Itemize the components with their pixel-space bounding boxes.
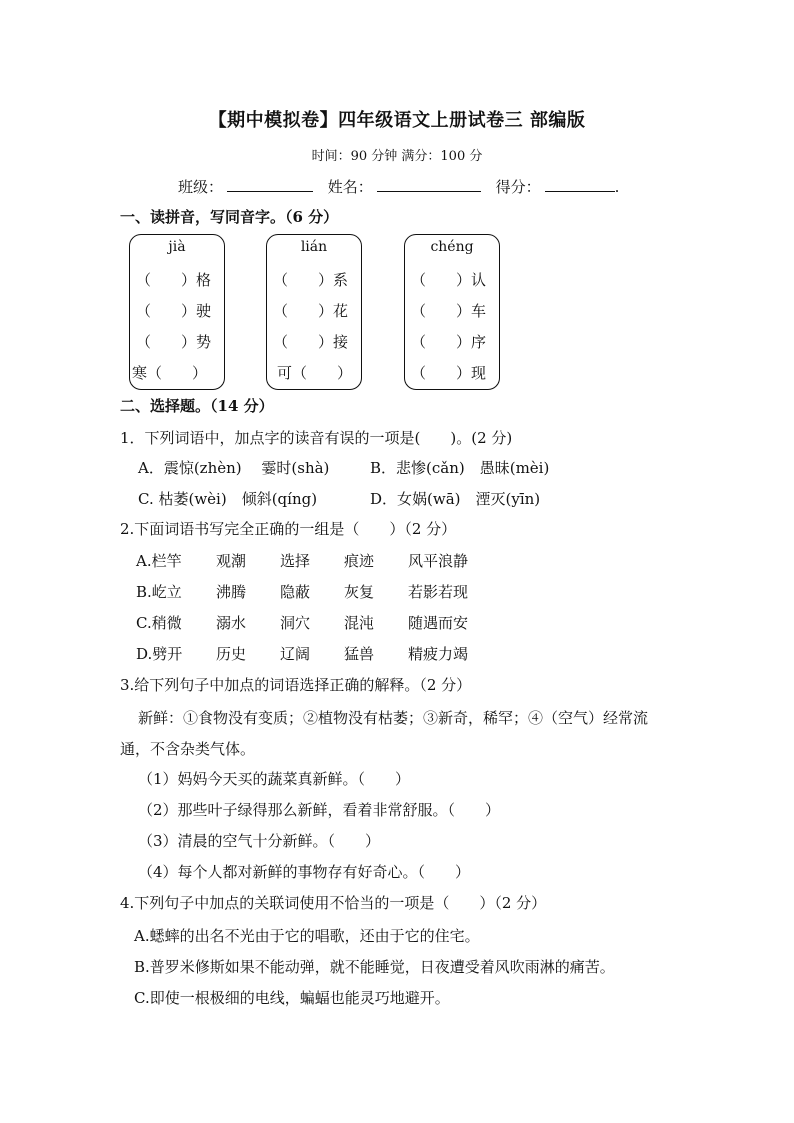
q4-option-a[interactable]: A.蟋蟀的出名不光由于它的唱歌，还由于它的住宅。	[134, 927, 480, 945]
q4-option-c[interactable]: C.即使一根极细的电线，蝙蝠也能灵巧地避开。	[134, 989, 450, 1007]
fill-row[interactable]: 寒（ ）	[132, 364, 208, 382]
q2-stem: 2.下面词语书写完全正确的一组是（ ）（2 分）	[120, 520, 457, 538]
name-label: 姓名：	[327, 178, 373, 196]
fill-row[interactable]: （ ）车	[411, 302, 487, 320]
score-blank[interactable]	[545, 177, 615, 192]
word: 猛兽	[344, 645, 375, 663]
word: B.屹立	[136, 583, 182, 601]
q4-option-b[interactable]: B.普罗米修斯如果不能动弹，就不能睡觉，日夜遭受着风吹雨淋的痛苦。	[134, 958, 615, 976]
section1-heading: 一、读拼音，写同音字。（6 分）	[120, 208, 339, 226]
word: D.劈开	[136, 645, 183, 663]
word: 沸腾	[216, 583, 247, 601]
word: 精疲力竭	[408, 645, 469, 663]
pinyin-box-1	[129, 234, 225, 390]
fill-row[interactable]: （ ）势	[136, 333, 212, 351]
fill-row[interactable]: （ ）格	[136, 271, 212, 289]
q3-item-1[interactable]: （1）妈妈今天买的蔬菜真新鲜。（ ）	[138, 770, 411, 788]
fill-row[interactable]: （ ）花	[273, 302, 349, 320]
word: C.稍微	[136, 614, 182, 632]
word: 洞穴	[280, 614, 311, 632]
q2-option-a[interactable]	[136, 550, 468, 571]
pinyin-label: chéng	[430, 239, 474, 255]
fill-row[interactable]: 可（ ）	[277, 364, 353, 382]
page-title: 【期中模拟卷】四年级语文上册试卷三 部编版	[208, 110, 586, 131]
word: 历史	[216, 645, 247, 663]
pinyin-box-2	[266, 234, 362, 390]
pinyin-label: lián	[300, 239, 328, 255]
pinyin-box-3	[404, 234, 500, 390]
word: A.栏竿	[136, 552, 182, 570]
q3-item-4[interactable]: （4）每个人都对新鲜的事物存有好奇心。（ ）	[138, 863, 471, 881]
q1-stem: 1．下列词语中，加点字的读音有误的一项是( )。(2 分)	[120, 429, 513, 447]
q3-stem: 3.给下列句子中加点的词语选择正确的解释。（2 分）	[120, 676, 472, 694]
word: 混沌	[344, 614, 375, 632]
class-label: 班级：	[178, 178, 224, 196]
fill-row[interactable]: （ ）现	[411, 364, 487, 382]
info-end: .	[614, 178, 620, 196]
q1-option-b[interactable]: B．悲惨(cǎn) 愚昧(mèi)	[370, 459, 550, 477]
word: 辽阔	[280, 645, 311, 663]
word: 若影若现	[408, 583, 469, 601]
fill-row[interactable]: （ ）系	[273, 271, 349, 289]
q2-option-b[interactable]	[136, 581, 468, 602]
class-blank[interactable]	[227, 177, 313, 192]
pinyin-label: jià	[168, 239, 186, 255]
q4-stem: 4.下列句子中加点的关联词使用不恰当的一项是（ ）（2 分）	[120, 894, 547, 912]
q2-option-c[interactable]	[136, 612, 468, 633]
fill-row[interactable]: （ ）接	[273, 333, 349, 351]
fill-row[interactable]: （ ）驶	[136, 302, 212, 320]
word: 灰复	[344, 583, 375, 601]
q3-item-2[interactable]: （2）那些叶子绿得那么新鲜，看着非常舒服。（ ）	[138, 801, 501, 819]
word: 观潮	[216, 552, 247, 570]
q2-option-d[interactable]	[136, 643, 468, 664]
q3-definition-line2: 通，不含杂类气体。	[120, 740, 256, 758]
fill-row[interactable]: （ ）认	[411, 271, 487, 289]
word: 风平浪静	[408, 552, 469, 570]
q1-option-c[interactable]: C. 枯萎(wèi) 倾斜(qíng)	[138, 490, 318, 508]
name-blank[interactable]	[377, 177, 481, 192]
q1-option-d[interactable]: D．女娲(wā) 湮灭(yīn)	[370, 490, 541, 508]
q3-definition-line1: 新鲜：①食物没有变质；②植物没有枯萎；③新奇，稀罕；④（空气）经常流	[138, 709, 649, 727]
exam-meta: 时间：90 分钟 满分：100 分	[311, 149, 483, 164]
word: 溺水	[216, 614, 247, 632]
fill-row[interactable]: （ ）序	[411, 333, 487, 351]
q3-item-3[interactable]: （3）清晨的空气十分新鲜。（ ）	[138, 832, 381, 850]
q1-option-a[interactable]: A．震惊(zhèn) 霎时(shà)	[138, 459, 330, 477]
word: 随遇而安	[408, 614, 469, 632]
section2-heading: 二、选择题。（14 分）	[120, 397, 274, 415]
score-label: 得分：	[495, 178, 541, 196]
word: 隐蔽	[280, 583, 311, 601]
word: 痕迹	[344, 552, 375, 570]
student-info	[178, 176, 619, 197]
word: 选择	[280, 552, 311, 570]
